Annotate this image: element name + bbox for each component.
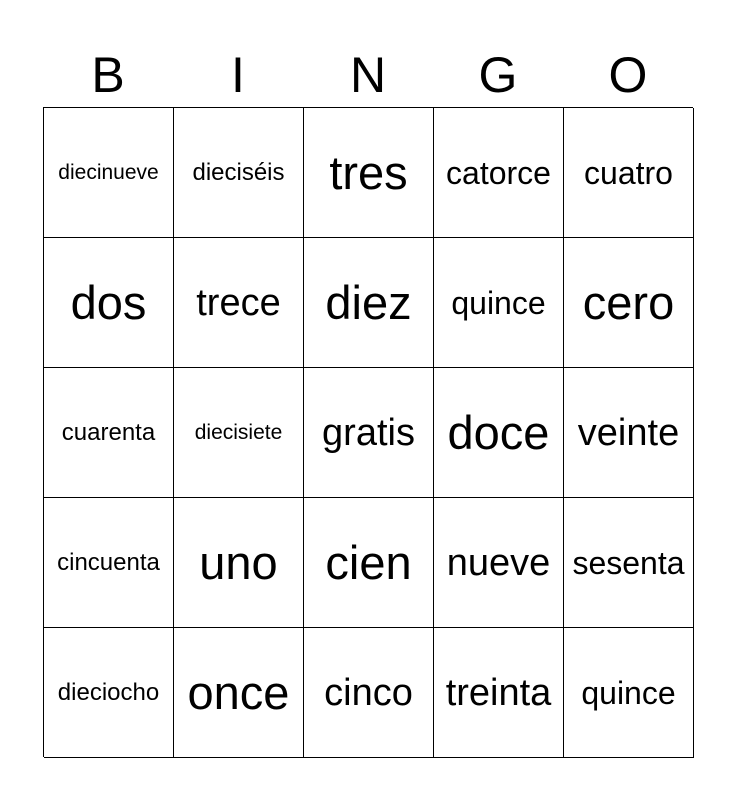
bingo-cell[interactable]: sesenta [564, 498, 694, 628]
header-letter-n: N [349, 47, 387, 103]
bingo-cell[interactable]: cuatro [564, 108, 694, 238]
bingo-cell[interactable]: cien [304, 498, 434, 628]
bingo-cell[interactable]: dos [44, 238, 174, 368]
bingo-cell[interactable]: cinco [304, 628, 434, 758]
bingo-cell[interactable]: diecisiete [174, 368, 304, 498]
bingo-cell[interactable]: treinta [434, 628, 564, 758]
header-letter-o: O [608, 47, 648, 103]
header-letter-g: G [478, 47, 518, 103]
bingo-cell[interactable]: catorce [434, 108, 564, 238]
bingo-cell[interactable]: once [174, 628, 304, 758]
bingo-cell[interactable]: veinte [564, 368, 694, 498]
bingo-cell[interactable]: uno [174, 498, 304, 628]
bingo-cell[interactable]: trece [174, 238, 304, 368]
bingo-cell[interactable]: gratis [304, 368, 434, 498]
bingo-cell[interactable]: diez [304, 238, 434, 368]
bingo-cell[interactable]: dieciocho [44, 628, 174, 758]
bingo-board [43, 107, 693, 757]
bingo-cell[interactable]: cuarenta [44, 368, 174, 498]
bingo-cell[interactable]: diecinueve [44, 108, 174, 238]
bingo-cell[interactable]: cero [564, 238, 694, 368]
bingo-cell[interactable]: nueve [434, 498, 564, 628]
header-letter-b: B [91, 47, 125, 103]
bingo-cell[interactable]: doce [434, 368, 564, 498]
bingo-cell[interactable]: quince [434, 238, 564, 368]
bingo-header [43, 44, 693, 106]
bingo-cell[interactable]: cincuenta [44, 498, 174, 628]
bingo-cell[interactable]: quince [564, 628, 694, 758]
bingo-cell[interactable]: tres [304, 108, 434, 238]
bingo-cell[interactable]: dieciséis [174, 108, 304, 238]
header-letter-i: I [231, 47, 245, 103]
